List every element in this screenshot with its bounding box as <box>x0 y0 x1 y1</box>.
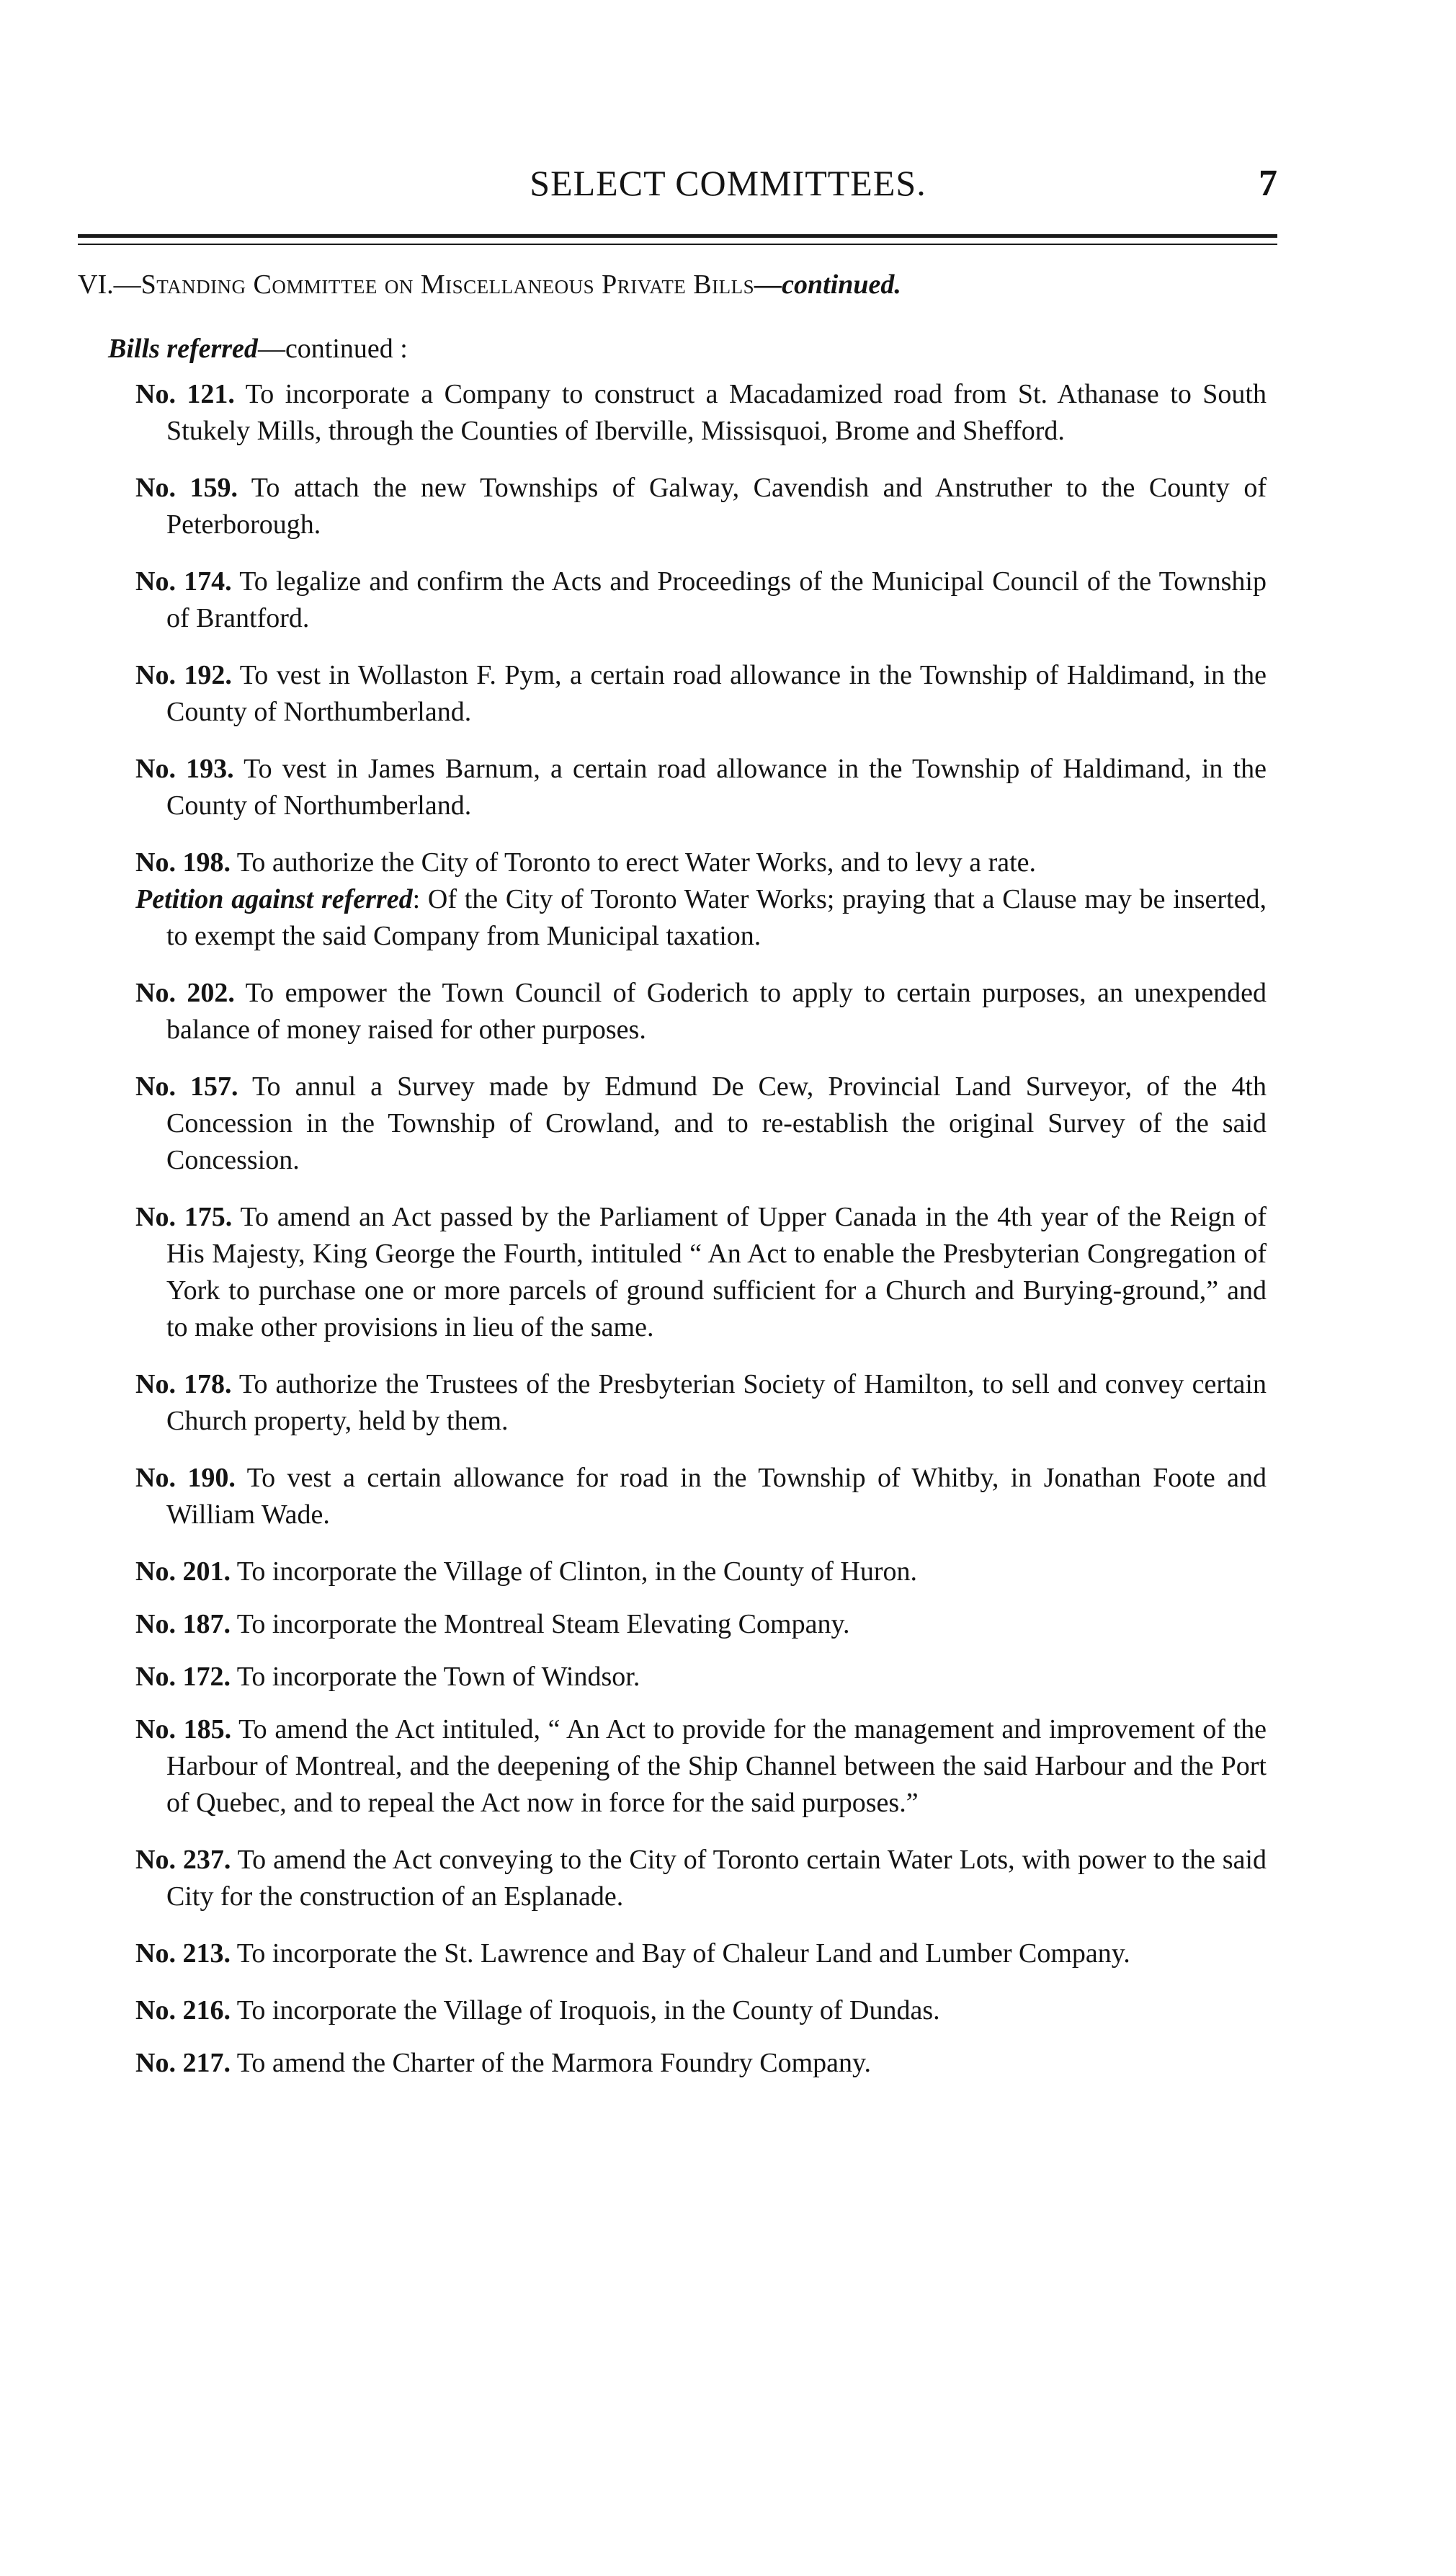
bill-entry <box>135 470 1267 543</box>
bill-text: To amend an Act passed by the Parliament of Upper Canada in the 4th year of the Reign of His Majesty, King George the Fourth, intituled “ An Act to enable the Presbyterian Congregation of York to purchase one or more parcels of ground sufficient for a Church and Burying-ground,” and to make other provisions in lieu of the same. <box>166 1202 1267 1342</box>
bills-referred-heading <box>108 333 408 365</box>
bill-text: To legalize and confirm the Acts and Proceedings of the Municipal Council of the Township of Brantford. <box>166 566 1267 633</box>
bill-text: To authorize the Trustees of the Presbyterian Society of Hamilton, to sell and convey certain Church property, held by them. <box>166 1369 1267 1436</box>
bill-text: To incorporate the Montreal Steam Elevating Company. <box>236 1609 850 1639</box>
bill-entry <box>135 1711 1267 1822</box>
petition-text: : Of the City of Toronto Water Works; praying that a Clause may be inserted, to exempt the said Company from Municipal taxation. <box>166 884 1267 951</box>
bill-text: To empower the Town Council of Goderich to apply to certain purposes, an unexpended balance of money raised for other purposes. <box>166 978 1267 1045</box>
bill-number: No. 192. <box>135 660 232 690</box>
bill-number: No. 216. <box>135 1995 231 2025</box>
bill-text: To vest a certain allowance for road in the Township of Whitby, in Jonathan Foote and William Wade. <box>166 1463 1267 1530</box>
bill-number: No. 159. <box>135 473 238 503</box>
header-rule-thick <box>78 234 1277 238</box>
bill-text: To incorporate the St. Lawrence and Bay of Chaleur Land and Lumber Company. <box>236 1938 1130 1969</box>
bill-entry <box>135 1069 1267 1179</box>
bill-text: To attach the new Townships of Galway, Cavendish and Anstruther to the County of Peterborough. <box>166 473 1267 540</box>
bill-number: No. 237. <box>135 1845 231 1875</box>
section-title: Standing Committee on Miscellaneous Private Bills <box>140 269 755 300</box>
bill-text: To authorize the City of Toronto to erect Water Works, and to levy a rate. <box>236 847 1037 878</box>
bill-number: No. 172. <box>135 1662 231 1692</box>
petition-note <box>135 881 1267 955</box>
bill-number: No. 157. <box>135 1071 238 1102</box>
bill-text: To annul a Survey made by Edmund De Cew, Provincial Land Surveyor, of the 4th Concession in the Township of Crowland, and to re-establish the original Survey of the said Concession. <box>166 1071 1267 1175</box>
bill-number: No. 190. <box>135 1463 236 1493</box>
section-heading <box>78 269 901 300</box>
bill-entry <box>135 2045 1267 2082</box>
bill-number: No. 121. <box>135 379 235 409</box>
bill-text: To incorporate the Village of Clinton, in the County of Huron. <box>236 1556 917 1587</box>
bill-number: No. 201. <box>135 1556 231 1587</box>
bill-number: No. 174. <box>135 566 232 597</box>
bill-entry <box>135 975 1267 1048</box>
bill-number: No. 217. <box>135 2048 231 2078</box>
bill-number: No. 193. <box>135 754 234 784</box>
bill-entry <box>135 1659 1267 1695</box>
bill-text: To amend the Act conveying to the City of Toronto certain Water Lots, with power to the said City for the construction of an Esplanade. <box>166 1845 1267 1912</box>
bill-number: No. 202. <box>135 978 235 1008</box>
bill-entry <box>135 1460 1267 1533</box>
running-title: SELECT COMMITTEES. <box>530 163 926 203</box>
petition-label: Petition against referred <box>135 884 413 914</box>
bill-list <box>135 376 1267 2098</box>
bill-number: No. 198. <box>135 847 231 878</box>
bill-entry <box>135 751 1267 824</box>
bill-text: To incorporate the Village of Iroquois, in the County of Dundas. <box>236 1995 940 2025</box>
bill-number: No. 185. <box>135 1714 232 1744</box>
bill-entry <box>135 1554 1267 1590</box>
bill-number: No. 213. <box>135 1938 231 1969</box>
bill-entry <box>135 1992 1267 2029</box>
bill-number: No. 175. <box>135 1202 233 1232</box>
bill-text: To amend the Act intituled, “ An Act to provide for the management and improvement of the Harbour of Montreal, and the deepening of the Ship Channel between the said Harbour and the Port of Quebec, and to repeal the Act now in force for the said purposes.” <box>166 1714 1267 1818</box>
bill-text: To amend the Charter of the Marmora Foundry Company. <box>236 2048 872 2078</box>
page-number: 7 <box>1259 163 1277 204</box>
bill-text: To incorporate the Town of Windsor. <box>236 1662 640 1692</box>
section-numeral: VI.— <box>78 269 141 300</box>
section-continued: —continued. <box>754 269 901 300</box>
bill-entry <box>135 1606 1267 1643</box>
bills-referred-label: Bills referred <box>108 334 258 364</box>
header-rule-thin <box>78 244 1277 245</box>
bill-entry <box>135 1366 1267 1440</box>
bill-entry <box>135 1199 1267 1346</box>
bill-number: No. 178. <box>135 1369 232 1399</box>
bill-entry <box>135 657 1267 731</box>
bill-text: To vest in Wollaston F. Pym, a certain road allowance in the Township of Haldimand, in the County of Northumberland. <box>166 660 1267 727</box>
bill-entry <box>135 844 1267 955</box>
bill-entry <box>135 1842 1267 1915</box>
bill-number: No. 187. <box>135 1609 231 1639</box>
bill-entry <box>135 563 1267 637</box>
bills-referred-continued: —continued : <box>257 334 408 364</box>
bill-entry <box>135 1935 1267 1972</box>
bill-text: To vest in James Barnum, a certain road allowance in the Township of Haldimand, in the County of Northumberland. <box>166 754 1267 821</box>
bill-entry <box>135 376 1267 450</box>
bill-text: To incorporate a Company to construct a Macadamized road from St. Athanase to South Stukely Mills, through the Counties of Iberville, Missisquoi, Brome and Shefford. <box>166 379 1267 446</box>
running-head <box>0 162 1456 213</box>
